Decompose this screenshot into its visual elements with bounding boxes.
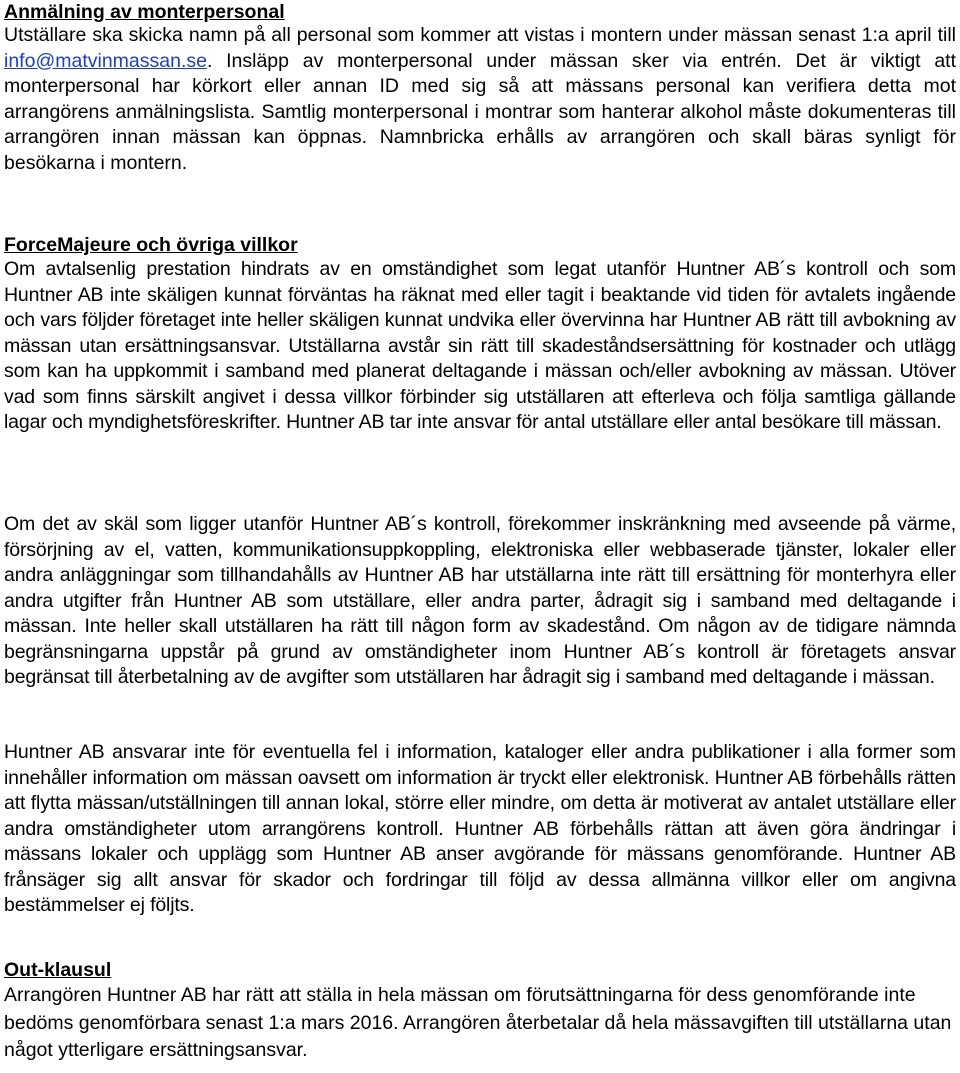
section-heading-out-clause: Out-klausul <box>4 959 112 981</box>
section-heading-staff-registration: Anmälning av monterpersonal <box>4 1 285 23</box>
staff-registration-text-after-email: . Insläpp av monterpersonal under mässan sker via entrén. Det är viktigt att monterpersonal har körkort eller annan ID med sig så att mässans personal kan verifiera detta mot arrangörens anmälningslista. Samtlig monterpersonal i montrar som hanterar alkohol måste dokumenteras till arrangören innan mässan kan öppnas. Namnbricka erhålls av arrangören och skall bäras synligt för besökarna i montern. <box>4 49 956 174</box>
force-majeure-paragraph-2: Om det av skäl som ligger utanför Huntner AB´s kontroll, förekommer inskränkning med avseende på värme, försörjning av el, vatten, kommunikationsuppkoppling, elektroniska eller webbaserade tjänster, lokaler eller andra anläggningar som tillhandahålls av Huntner AB har utställarna inte rätt till ersättning för monterhyra eller andra utgifter från Huntner AB som utställare, eller andra parter, ådragit sig i samband med deltagande i mässan. Inte heller skall utställaren ha rätt till någon form av skadestånd. Om någon av de tidigare nämnda begränsningarna uppstår på grund av omständigheter inom Huntner AB´s kontroll är företagets ansvar begränsat till återbetalning av de avgifter som utställaren har ådragit sig i samband med deltagande i mässan. <box>4 513 956 688</box>
force-majeure-paragraph-3: Huntner AB ansvarar inte för eventuella fel i information, kataloger eller andra publikationer i alla former som innehåller information om mässan oavsett om information är tryckt eller elektronisk. Huntner AB förbehålls rätten att flytta mässan/utställningen till annan lokal, större eller mindre, om detta är motiverat av antalet utställare eller andra omständigheter utom arrangörens kontroll. Huntner AB förbehålls rättan att även göra ändringar i mässans lokaler och upplägg som Huntner AB anser avgörande för mässans genomförande. Huntner AB frånsäger sig allt ansvar för skador och fordringar till följd av dessa allmänna villkor eller om angivna bestämmelser ej följts. <box>4 741 956 916</box>
section-heading-force-majeure: ForceMajeure och övriga villkor <box>4 234 298 256</box>
out-clause-paragraph: Arrangören Huntner AB har rätt att ställa in hela mässan om förutsättningarna för dess genomförande inte bedöms genomförbara senast 1:a mars 2016. Arrangören återbetalar då hela mässavgiften till utställarna utan något ytterligare ersättningsansvar. <box>4 984 952 1061</box>
email-link[interactable]: info@matvinmassan.se <box>4 49 207 72</box>
force-majeure-paragraph-1: Om avtalsenlig prestation hindrats av en omständighet som legat utanför Huntner AB´s kontroll och som Huntner AB inte skäligen kunnat förväntas ha räknat med eller tagit i beaktande vid tiden för avtalets ingående och vars följder företaget inte heller skäligen kunnat undvika eller övervinna har Huntner AB rätt till avbokning av mässan utan ersättningsansvar. Utställarna avstår sin rätt till skadeståndsersättning för kostnader och utlägg som kan ha uppkommit i samband med planerat deltagande i mässan och/eller avbokning av mässan. Utöver vad som finns särskilt angivet i dessa villkor förbinder sig utställaren att efterleva och följa samtliga gällande lagar och myndighetsföreskrifter. Huntner AB tar inte ansvar för antal utställare eller antal besökare till mässan. <box>4 258 956 433</box>
staff-registration-text-before-email: Utställare ska skicka namn på all personal som kommer att vistas i montern under mässan senast 1:a april till <box>4 24 956 46</box>
staff-registration-paragraph <box>4 23 956 176</box>
